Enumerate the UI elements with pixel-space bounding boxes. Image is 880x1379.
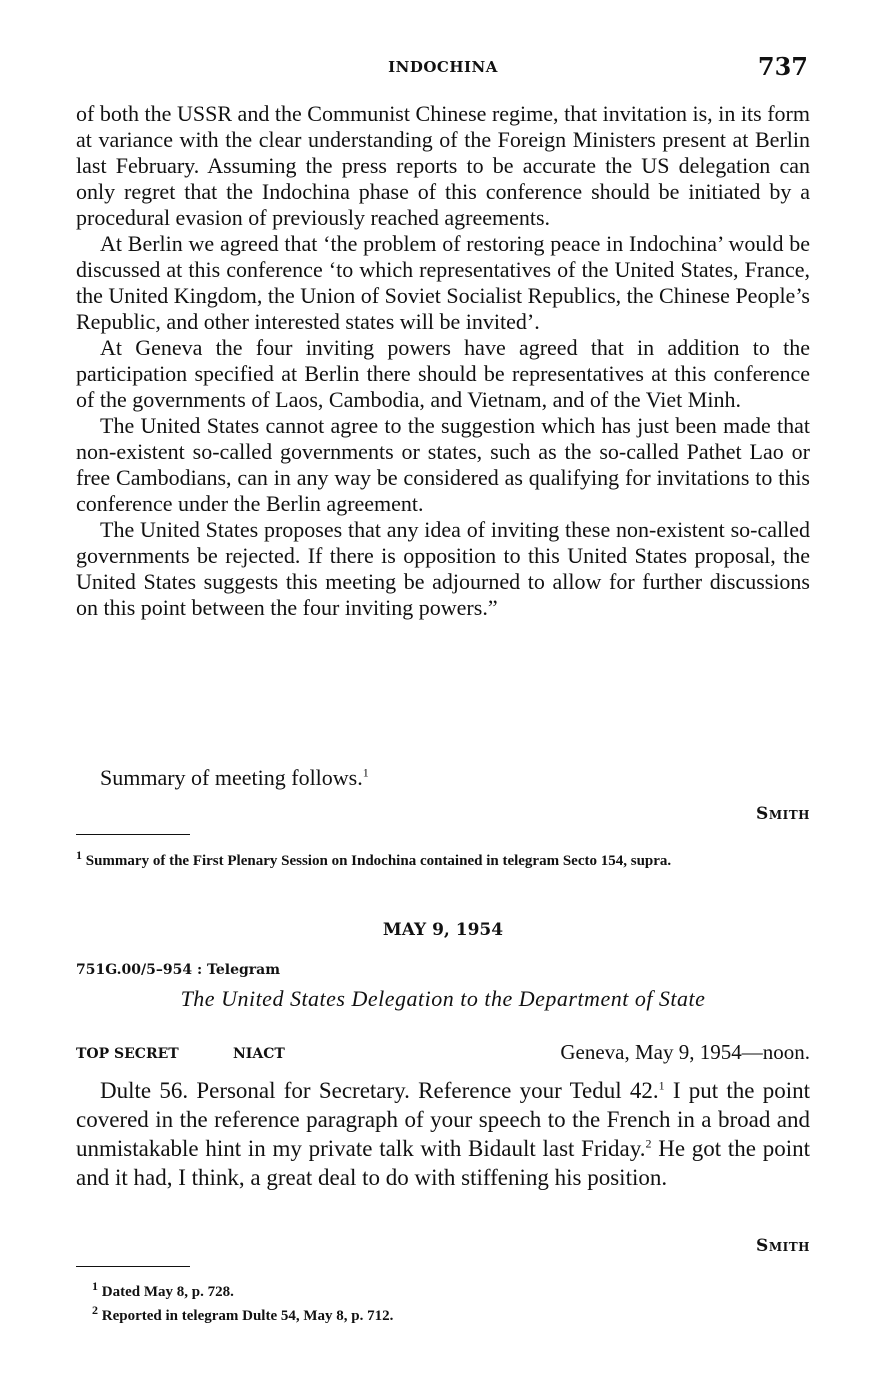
footnote-marker: 1 xyxy=(92,1279,98,1293)
classification: TOP SECRET xyxy=(76,1046,179,1062)
summary-line: Summary of meeting follows.$^1$ xyxy=(100,765,369,790)
precedence: NIACT xyxy=(233,1046,285,1062)
document-heading: The United States Delegation to the Department of State xyxy=(180,986,706,1011)
footnote-ref: 1 xyxy=(362,765,369,780)
file-number: 751G.00/5–954 : Telegram xyxy=(76,962,281,978)
footnote: $^1$ Summary of the First Plenary Session on Indochina contained in telegram Secto 154, supra. xyxy=(76,848,672,869)
signature: Smith xyxy=(756,1236,810,1256)
page-number: 737 xyxy=(757,52,808,81)
footnote-marker: 1 xyxy=(76,848,82,862)
paragraph: The United States cannot agree to the suggestion which has just been made that non-existent so-called governments or states, such as the so-called Pathet Lao or free Cambodians, can in any way be considered as qualifying for invitations to this conference under the Berlin agreement. xyxy=(76,413,810,516)
footnote-separator xyxy=(76,1266,190,1267)
footnote-separator xyxy=(76,834,190,835)
running-header xyxy=(76,52,810,82)
document-date: MAY 9, 1954 xyxy=(382,920,504,940)
footnote: $^2$ Reported in telegram Dulte 54, May 8, p. 712. xyxy=(92,1303,394,1324)
telegram-continuation xyxy=(76,101,810,621)
paragraph: At Geneva the four inviting powers have agreed that in addition to the participation specified at Berlin there should be representatives at this conference of the governments of Laos, Cambodia, and Vietnam, and of the Viet Minh. xyxy=(76,335,810,412)
signature: Smith xyxy=(756,804,810,824)
footnote-ref: 1 xyxy=(658,1078,665,1093)
footnote-marker: 2 xyxy=(92,1303,98,1317)
telegram-body: Dulte 56. Personal for Secretary. Reference your Tedul 42.$^1$ I put the point covered in the reference paragraph of your speech to the French in a broad and unmistakable hint in my private talk with Bidault last Friday.$^2$ He got the point and it had, I think, a great deal to do with stiffening his position. xyxy=(76,1078,810,1190)
paragraph: The United States proposes that any idea of inviting these non-existent so-called governments be rejected. If there is opposition to this United States proposal, the United States suggests this meeting be adjourned to allow for further discussions on this point between the four inviting powers.” xyxy=(76,517,810,620)
paragraph: At Berlin we agreed that ‘the problem of restoring peace in Indochina’ would be discussed at this conference ‘to which representatives of the United States, France, the United Kingdom, the Union of Soviet Socialist Republics, the Chinese People’s Republic, and other interested states will be invited’. xyxy=(76,231,810,334)
footnote-ref: 2 xyxy=(645,1136,652,1151)
footnote: $^1$ Dated May 8, p. 728. xyxy=(92,1279,234,1300)
place-date: Geneva, May 9, 1954—noon. xyxy=(560,1040,810,1064)
classification-line xyxy=(76,1040,810,1068)
running-title: INDOCHINA xyxy=(388,58,498,76)
paragraph: of both the USSR and the Communist Chinese regime, that invitation is, in its form at variance with the clear understanding of the Foreign Ministers present at Berlin last February. Assuming the press reports to be accurate the US delegation can only regret that the Indochina phase of this conference should be initiated by a procedural evasion of previously reached agreements. xyxy=(76,101,810,230)
